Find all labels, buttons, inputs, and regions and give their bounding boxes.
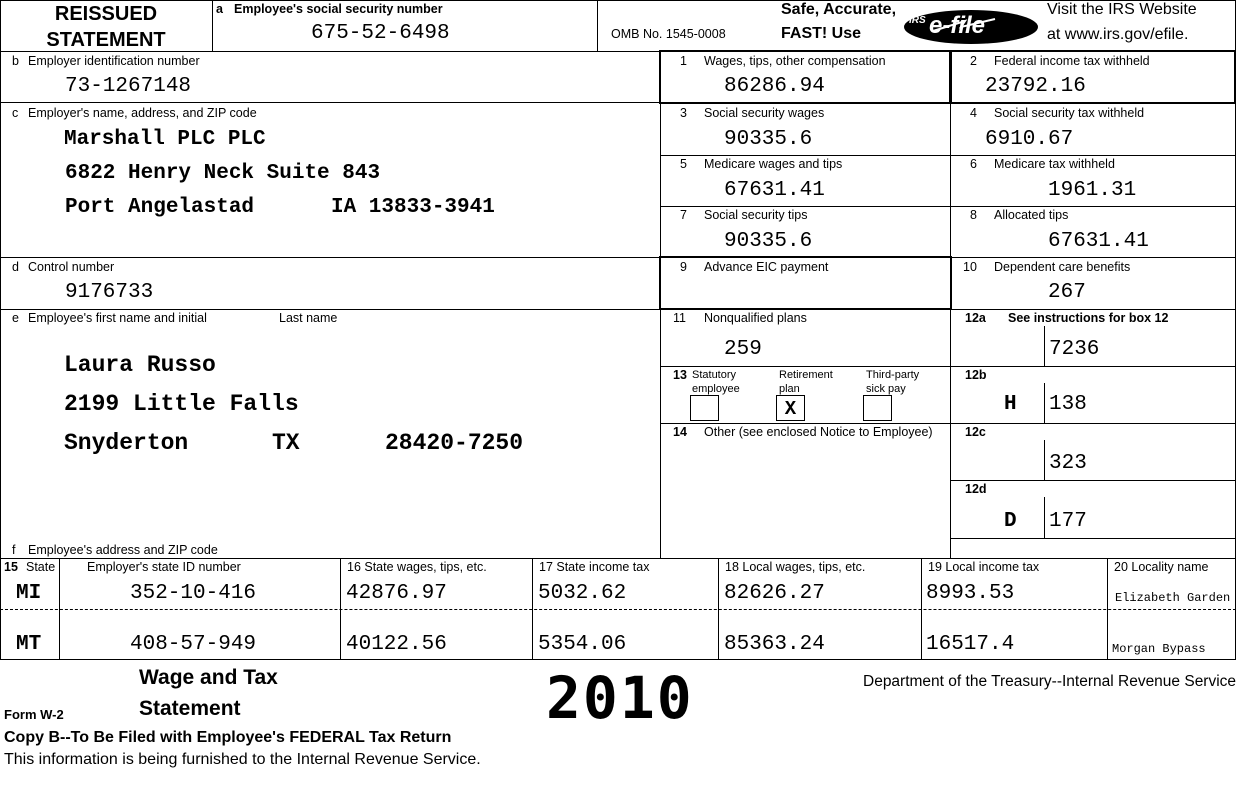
state-row1-local-tax: 8993.53	[926, 582, 1015, 605]
employee-state: TX	[272, 430, 300, 456]
box2-value: 23792.16	[985, 75, 1086, 98]
employer-street: 6822 Henry Neck Suite 843	[65, 162, 381, 185]
divider	[597, 0, 598, 51]
state-row1-state: MI	[16, 582, 42, 605]
box11-value: 259	[724, 338, 762, 361]
box13-num: 13	[673, 368, 687, 382]
ssn-label: Employee's social security number	[234, 2, 443, 16]
state-row2-wages: 40122.56	[346, 633, 447, 656]
form-title-1: Wage and Tax	[139, 666, 278, 689]
divider	[660, 366, 1236, 367]
state-row1-local-wages: 82626.27	[724, 582, 825, 605]
box5-num: 5	[680, 157, 687, 171]
box4-value: 6910.67	[985, 128, 1074, 151]
box9-num: 9	[680, 260, 687, 274]
statutory-employee-checkbox[interactable]	[690, 395, 719, 421]
employee-zip: 28420-7250	[385, 430, 524, 456]
reissued-statement	[0, 1, 212, 53]
ein-value: 73-1267148	[65, 75, 192, 98]
info-note: This information is being furnished to the Internal Revenue Service.	[4, 751, 481, 768]
state-row2-state: MT	[16, 633, 42, 656]
state-row1-id: 352-10-416	[130, 582, 257, 605]
box12d-num: 12d	[965, 482, 987, 496]
employee-street: 2199 Little Falls	[64, 391, 299, 417]
employee-city: Snyderton	[64, 430, 189, 456]
divider	[660, 155, 1236, 156]
department-label: Department of the Treasury--Internal Revenue Service	[863, 673, 1236, 690]
employee-first-label: Employee's first name and initial	[28, 311, 207, 325]
box6-label: Medicare tax withheld	[994, 157, 1115, 171]
locality-header: 20 Locality name	[1114, 560, 1209, 574]
box12a-value: 7236	[1049, 338, 1100, 361]
divider	[59, 558, 60, 660]
box12-instructions: See instructions for box 12	[1008, 311, 1169, 325]
statutory-employee-label	[692, 368, 740, 396]
form-label: Form W-2	[4, 707, 64, 722]
box12b-code: H	[1004, 393, 1017, 416]
box14-label: Other (see enclosed Notice to Employee)	[704, 425, 933, 439]
box1-num: 1	[680, 54, 687, 68]
employer-city: Port Angelastad	[65, 196, 255, 219]
divider	[212, 0, 213, 51]
state-row1-tax: 5032.62	[538, 582, 627, 605]
divider	[0, 558, 1236, 559]
thirdparty-label-2: sick pay	[866, 383, 906, 395]
local-tax-header: 19 Local income tax	[928, 560, 1040, 574]
control-label: Control number	[28, 260, 115, 274]
box10-num: 10	[963, 260, 977, 274]
box8-num: 8	[970, 208, 977, 222]
divider	[0, 257, 1236, 258]
box7-num: 7	[680, 208, 687, 222]
box2-num: 2	[970, 54, 977, 68]
state-row1-locality: Elizabeth Garden	[1115, 591, 1231, 605]
box4-num: 4	[970, 106, 977, 120]
ein-label: Employer identification number	[28, 54, 200, 68]
box9-label: Advance EIC payment	[704, 260, 829, 274]
divider	[950, 480, 1236, 481]
retirement-label-2: plan	[779, 383, 800, 395]
box1-label: Wages, tips, other compensation	[704, 54, 886, 68]
employee-address-letter: f	[12, 543, 16, 557]
local-wages-header: 18 Local wages, tips, etc.	[725, 560, 866, 574]
border-bottom	[0, 659, 1236, 660]
box14-num: 14	[673, 425, 687, 439]
retirement-plan-checkbox[interactable]: X	[776, 395, 805, 421]
employee-letter: e	[12, 311, 19, 325]
divider	[660, 206, 1236, 207]
divider	[1044, 440, 1045, 480]
retirement-plan-label	[779, 368, 833, 396]
box11-num: 11	[673, 311, 686, 325]
divider	[1044, 326, 1045, 366]
thirdparty-label-1: Third-party	[866, 369, 920, 381]
divider	[921, 558, 922, 660]
state-row-divider	[0, 609, 1236, 610]
divider	[1044, 497, 1045, 538]
tax-year: 2010	[546, 664, 694, 732]
state-wages-header: 16 State wages, tips, etc.	[347, 560, 487, 574]
box8-value: 67631.41	[1048, 230, 1149, 253]
divider	[340, 558, 341, 660]
efile-logo-irs: IRS	[909, 15, 926, 26]
box10-value: 267	[1048, 281, 1086, 304]
ein-letter: b	[12, 54, 19, 68]
copy-b-label: Copy B--To Be Filed with Employee's FEDERAL Tax Return	[4, 729, 452, 746]
state-row2-tax: 5354.06	[538, 633, 627, 656]
box11-label: Nonqualified plans	[704, 311, 807, 325]
box12d-value: 177	[1049, 510, 1087, 533]
state-row1-wages: 42876.97	[346, 582, 447, 605]
box12b-num: 12b	[965, 368, 987, 382]
third-party-sick-pay-checkbox[interactable]	[863, 395, 892, 421]
divider	[718, 558, 719, 660]
box8-label: Allocated tips	[994, 208, 1069, 222]
retirement-label-1: Retirement	[779, 369, 833, 381]
form-title-2: Statement	[139, 697, 241, 720]
box12d-code: D	[1004, 510, 1017, 533]
divider	[0, 102, 660, 103]
state-row2-locality: Morgan Bypass	[1112, 642, 1206, 656]
employee-address-label: Employee's address and ZIP code	[28, 543, 218, 557]
box5-label: Medicare wages and tips	[704, 157, 843, 171]
reissued-line2: STATEMENT	[46, 29, 166, 51]
divider	[1044, 383, 1045, 423]
ssn-value: 675-52-6498	[311, 22, 450, 45]
box12b-value: 138	[1049, 393, 1087, 416]
efile-tagline-1: Safe, Accurate,	[781, 1, 897, 18]
control-value: 9176733	[65, 281, 154, 304]
box7-label: Social security tips	[704, 208, 808, 222]
box3-num: 3	[680, 106, 687, 120]
box2-label: Federal income tax withheld	[994, 54, 1150, 68]
state-row2-id: 408-57-949	[130, 633, 257, 656]
omb-number: OMB No. 1545-0008	[611, 27, 726, 41]
irs-website-2: at www.irs.gov/efile.	[1047, 26, 1189, 43]
employer-name-label: Employer's name, address, and ZIP code	[28, 106, 257, 120]
efile-tagline-2: FAST! Use	[781, 25, 862, 42]
control-letter: d	[12, 260, 19, 274]
box12c-num: 12c	[965, 425, 986, 439]
state-id-header: Employer's state ID number	[87, 560, 241, 574]
employee-name: Laura Russo	[64, 352, 216, 378]
box7-value: 90335.6	[724, 230, 813, 253]
box5-value: 67631.41	[724, 179, 825, 202]
divider	[660, 423, 950, 424]
state-header: State	[26, 560, 56, 574]
irs-website-1: Visit the IRS Website	[1047, 1, 1197, 18]
divider	[950, 423, 1236, 424]
state-row2-local-wages: 85363.24	[724, 633, 825, 656]
divider	[1107, 558, 1108, 660]
state-header-num: 15	[4, 560, 18, 574]
box3-label: Social security wages	[704, 106, 825, 120]
irs-efile-logo	[903, 9, 1039, 45]
efile-logo-text: e-file	[929, 12, 986, 39]
box10-label: Dependent care benefits	[994, 260, 1131, 274]
employer-state-zip: IA 13833-3941	[331, 196, 495, 219]
employer-name-letter: c	[12, 106, 19, 120]
divider	[0, 309, 1236, 310]
box6-value: 1961.31	[1048, 179, 1137, 202]
employer-name: Marshall PLC PLC	[64, 128, 266, 151]
employee-last-label: Last name	[279, 311, 338, 325]
box3-value: 90335.6	[724, 128, 813, 151]
border-left	[0, 0, 1, 660]
divider	[950, 538, 1236, 539]
third-party-sick-pay-label	[866, 368, 919, 396]
box4-label: Social security tax withheld	[994, 106, 1145, 120]
statutory-label-1: Statutory	[692, 369, 737, 381]
reissued-line1: REISSUED	[54, 3, 158, 25]
state-tax-header: 17 State income tax	[539, 560, 650, 574]
state-row2-local-tax: 16517.4	[926, 633, 1015, 656]
divider	[532, 558, 533, 660]
box12a-num: 12a	[965, 311, 986, 325]
statutory-label-2: employee	[692, 383, 740, 395]
box1-value: 86286.94	[724, 75, 825, 98]
box12c-value: 323	[1049, 452, 1087, 475]
box6-num: 6	[970, 157, 977, 171]
ssn-letter: a	[216, 2, 223, 16]
